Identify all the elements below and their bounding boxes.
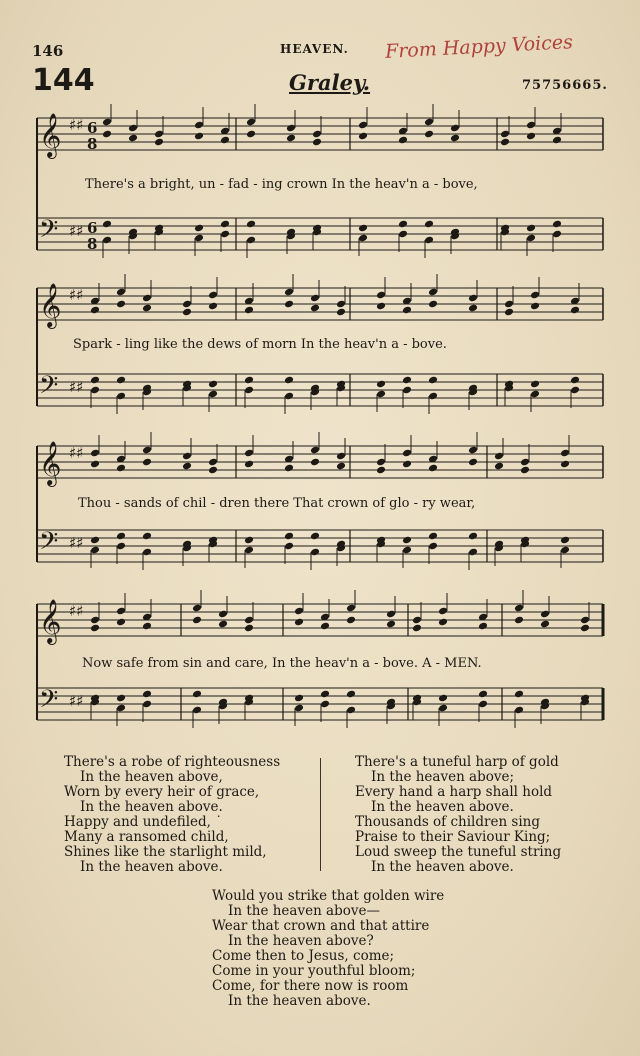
- note-head: [428, 464, 438, 473]
- verse-line: Every hand a harp shall hold: [355, 784, 553, 800]
- verse-line: There's a tuneful harp of gold: [355, 754, 559, 770]
- note-head: [376, 380, 386, 389]
- bass-clef-icon: 𝄢: [39, 371, 59, 406]
- page-number: 146: [32, 42, 64, 60]
- key-signature: ♯♯: [69, 222, 84, 240]
- note-head: [320, 622, 330, 631]
- note-head: [402, 460, 412, 469]
- verse-line: Thousands of children sing: [355, 814, 541, 830]
- handwritten-annotation: From Happy Voices: [384, 31, 574, 63]
- note-head: [192, 616, 202, 625]
- note-head: [310, 458, 320, 467]
- note-head: [520, 466, 530, 475]
- note-head: [220, 220, 230, 229]
- note-head: [386, 620, 396, 629]
- note-head: [438, 694, 448, 703]
- time-signature-bottom: 8: [87, 135, 98, 153]
- note-head: [402, 376, 412, 385]
- lyric-line-2: Spark - ling like the dews of morn In the heav'n a - bove.: [73, 337, 447, 352]
- note-head: [526, 224, 536, 233]
- note-head: [116, 618, 126, 627]
- key-signature: ♯♯: [69, 692, 84, 710]
- note-head: [560, 460, 570, 469]
- note-head: [208, 466, 218, 475]
- note-head: [540, 620, 550, 629]
- note-head: [194, 132, 204, 141]
- note-head: [580, 624, 590, 633]
- note-head: [116, 376, 126, 385]
- note-head: [220, 136, 230, 145]
- tune-name: Graley.: [289, 70, 371, 95]
- treble-clef-icon: 𝄞: [39, 283, 62, 327]
- note-head: [244, 306, 254, 315]
- note-head: [284, 532, 294, 541]
- note-head: [552, 136, 562, 145]
- note-head: [182, 308, 192, 317]
- note-head: [116, 694, 126, 703]
- bass-clef-icon: 𝄢: [39, 215, 59, 250]
- note-head: [218, 620, 228, 629]
- note-head: [192, 690, 202, 699]
- note-head: [514, 616, 524, 625]
- treble-clef-icon: 𝄞: [39, 113, 62, 157]
- note-head: [90, 460, 100, 469]
- note-head: [90, 536, 100, 545]
- verse-left: [64, 755, 280, 875]
- verse-line: In the heaven above.: [80, 859, 223, 875]
- bass-clef-icon: 𝄢: [39, 527, 59, 562]
- note-head: [428, 532, 438, 541]
- verse-line: In the heaven above.: [371, 799, 514, 815]
- note-head: [358, 132, 368, 141]
- column-divider: [320, 758, 321, 871]
- note-head: [552, 220, 562, 229]
- verse-line: Many a ransomed child,: [64, 829, 229, 845]
- verse-line: In the heaven above?: [228, 933, 374, 949]
- section-title: HEAVEN.: [280, 42, 349, 56]
- note-head: [284, 376, 294, 385]
- note-head: [90, 624, 100, 633]
- key-signature: ♯♯: [69, 378, 84, 396]
- note-head: [468, 304, 478, 313]
- lyric-line-3: Thou - sands of chil - dren there That crown of glo - ry wear,: [78, 496, 476, 511]
- verse-final: [212, 889, 444, 1009]
- note-head: [116, 532, 126, 541]
- note-head: [142, 304, 152, 313]
- note-head: [154, 138, 164, 147]
- note-head: [424, 130, 434, 139]
- verse-line: In the heaven above—: [228, 903, 380, 919]
- note-head: [182, 462, 192, 471]
- note-head: [90, 376, 100, 385]
- note-head: [526, 132, 536, 141]
- note-head: [102, 220, 112, 229]
- note-head: [286, 134, 296, 143]
- note-head: [468, 532, 478, 541]
- note-head: [142, 622, 152, 631]
- note-head: [478, 622, 488, 631]
- note-head: [142, 690, 152, 699]
- lyric-line-4: Now safe from sin and care, In the heav'n a - bove. A - MEN.: [82, 656, 482, 671]
- note-head: [90, 306, 100, 315]
- verse-line: Wear that crown and that attire: [212, 918, 430, 934]
- note-head: [294, 694, 304, 703]
- note-head: [376, 466, 386, 475]
- treble-clef-icon: 𝄞: [39, 599, 62, 643]
- verse-line: There's a robe of righteousness: [64, 754, 281, 770]
- verse-line: Praise to their Saviour King;: [355, 829, 551, 845]
- hymn-number: 144: [32, 63, 95, 98]
- note-head: [116, 464, 126, 473]
- key-signature: ♯♯: [69, 116, 84, 134]
- note-head: [208, 380, 218, 389]
- note-head: [346, 690, 356, 699]
- verse-line: In the heaven above.: [80, 799, 223, 815]
- note-head: [570, 376, 580, 385]
- note-head: [142, 458, 152, 467]
- note-head: [530, 380, 540, 389]
- note-head: [376, 302, 386, 311]
- note-head: [428, 376, 438, 385]
- verse-line: Would you strike that golden wire: [212, 888, 445, 904]
- verse-line: Worn by every heir of grace,: [64, 784, 260, 800]
- meter: 75756665.: [522, 78, 608, 93]
- time-signature-bottom: 8: [87, 235, 98, 253]
- note-head: [398, 136, 408, 145]
- verse-line: In the heaven above;: [371, 769, 515, 785]
- note-head: [402, 306, 412, 315]
- note-head: [346, 616, 356, 625]
- verse-line: Happy and undefiled, ˙: [64, 814, 223, 830]
- note-head: [336, 462, 346, 471]
- note-head: [514, 690, 524, 699]
- note-head: [560, 536, 570, 545]
- time-signature-top: 6: [87, 219, 98, 237]
- note-head: [424, 220, 434, 229]
- bass-clef-icon: 𝄢: [39, 685, 59, 720]
- note-head: [450, 134, 460, 143]
- note-head: [284, 464, 294, 473]
- key-signature: ♯♯: [69, 534, 84, 552]
- note-head: [504, 308, 514, 317]
- note-head: [128, 134, 138, 143]
- key-signature: ♯♯: [69, 602, 84, 620]
- note-head: [412, 624, 422, 633]
- note-head: [284, 300, 294, 309]
- key-signature: ♯♯: [69, 286, 84, 304]
- note-head: [468, 458, 478, 467]
- note-head: [142, 532, 152, 541]
- note-head: [438, 618, 448, 627]
- note-head: [244, 460, 254, 469]
- verse-line: In the heaven above,: [80, 769, 223, 785]
- note-head: [478, 690, 488, 699]
- verse-line: Shines like the starlight mild,: [64, 844, 267, 860]
- note-head: [244, 376, 254, 385]
- note-head: [500, 138, 510, 147]
- note-head: [312, 138, 322, 147]
- verse-line: Come in your youthful bloom;: [212, 963, 416, 979]
- note-head: [494, 462, 504, 471]
- treble-clef-icon: 𝄞: [39, 441, 62, 485]
- note-head: [336, 308, 346, 317]
- note-head: [294, 618, 304, 627]
- note-head: [246, 130, 256, 139]
- note-head: [358, 224, 368, 233]
- note-head: [246, 220, 256, 229]
- time-signature-top: 6: [87, 119, 98, 137]
- verse-line: In the heaven above.: [371, 859, 514, 875]
- note-head: [244, 536, 254, 545]
- note-head: [320, 690, 330, 699]
- note-head: [428, 300, 438, 309]
- note-head: [310, 304, 320, 313]
- note-head: [194, 224, 204, 233]
- verse-line: Come, for there now is room: [212, 978, 409, 994]
- note-head: [102, 130, 112, 139]
- note-head: [310, 532, 320, 541]
- lyric-line-1: There's a bright, un - fad - ing crown In the heav'n a - bove,: [85, 177, 478, 192]
- verse-line: Come then to Jesus, come;: [212, 948, 395, 964]
- note-head: [244, 624, 254, 633]
- note-head: [398, 220, 408, 229]
- note-head: [570, 306, 580, 315]
- verse-right: [355, 755, 561, 875]
- key-signature: ♯♯: [69, 444, 84, 462]
- note-head: [208, 302, 218, 311]
- verse-line: In the heaven above.: [228, 993, 371, 1009]
- verse-line: Loud sweep the tuneful string: [355, 844, 562, 860]
- note-head: [530, 302, 540, 311]
- note-head: [402, 536, 412, 545]
- note-head: [116, 300, 126, 309]
